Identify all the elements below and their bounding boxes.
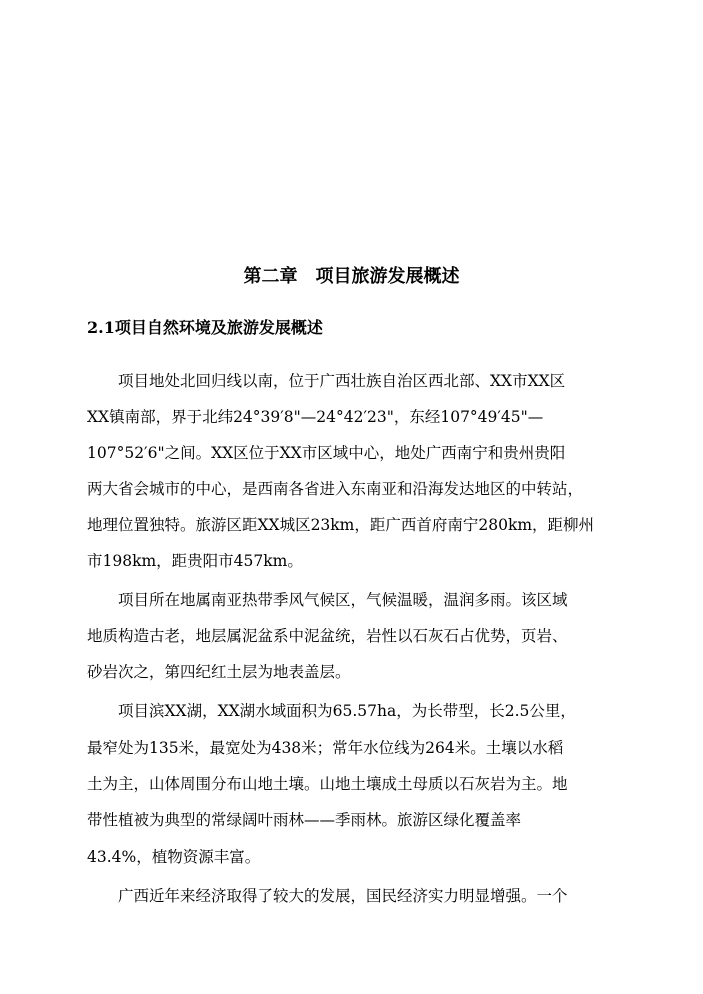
paragraph-line: 广西近年来经济取得了较大的发展，国民经济实力明显增强。一个 bbox=[118, 887, 568, 905]
paragraph-line: XX镇南部，界于北纬24°39′8"—24°42′23"，东经107°49′45"— bbox=[87, 408, 544, 426]
paragraph-line: 砂岩次之，第四纪红土层为地表盖层。 bbox=[87, 663, 351, 681]
paragraph-line: 市198km，距贵阳市457km。 bbox=[87, 552, 303, 570]
paragraph-line: 地理位置独特。旅游区距XX城区23km，距广西首府南宁280km，距柳州 bbox=[87, 516, 595, 534]
paragraph-line: 两大省会城市的中心，是西南各省进入东南亚和沿海发达地区的中转站， bbox=[87, 480, 584, 498]
paragraph-line: 项目所在地属南亚热带季风气候区，气候温暖，温润多雨。该区域 bbox=[118, 591, 568, 609]
paragraph-line: 土为主，山体周围分布山地土壤。山地土壤成土母质以石灰岩为主。地 bbox=[87, 775, 568, 793]
paragraph-line: 项目地处北回归线以南，位于广西壮族自治区西北部、XX市XX区 bbox=[118, 372, 566, 390]
section-title: 2.1项目自然环境及旅游发展概述 bbox=[87, 318, 323, 337]
paragraph-line: 项目滨XX湖，XX湖水域面积为65.57ha，为长带型，长2.5公里， bbox=[118, 702, 576, 720]
paragraph-line: 最窄处为135米，最宽处为438米；常年水位线为264米。土壤以水稻 bbox=[87, 739, 564, 757]
paragraph-line: 43.4%，植物资源丰富。 bbox=[87, 848, 261, 866]
paragraph-line: 带性植被为典型的常绿阔叶雨林——季雨林。旅游区绿化覆盖率 bbox=[87, 811, 522, 829]
paragraph-line: 107°52′6"之间。XX区位于XX市区域中心，地处广西南宁和贵州贵阳 bbox=[87, 444, 566, 462]
paragraph-line: 地质构造古老，地层属泥盆系中泥盆统，岩性以石灰石占优势，页岩、 bbox=[87, 627, 568, 645]
chapter-title: 第二章 项目旅游发展概述 bbox=[243, 266, 460, 287]
